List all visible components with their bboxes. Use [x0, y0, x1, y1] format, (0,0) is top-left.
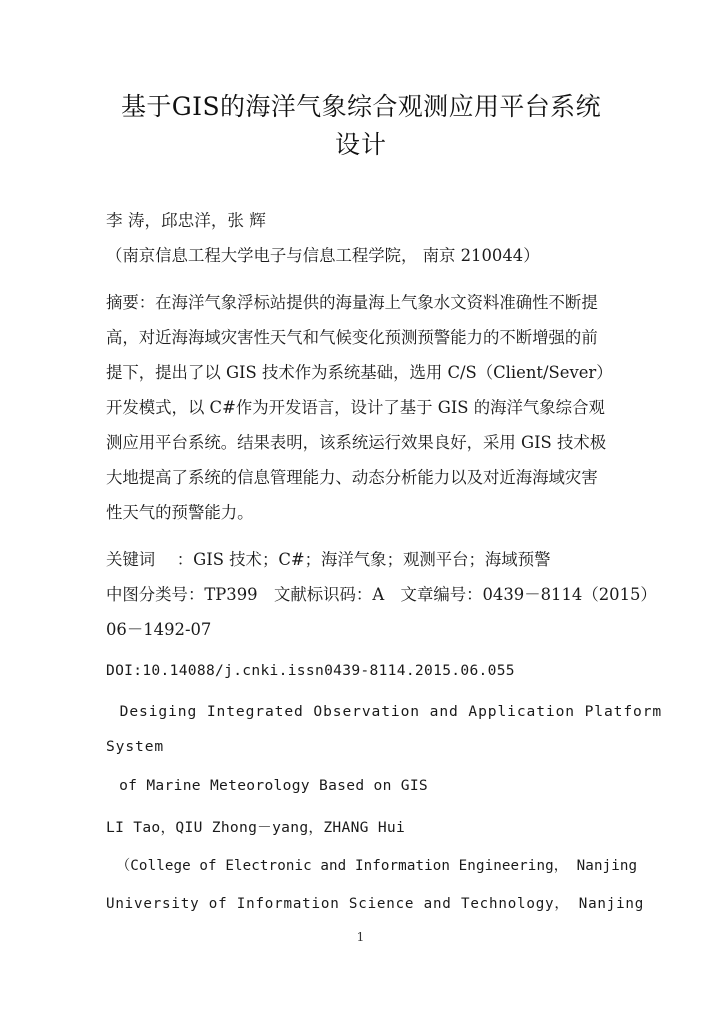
- classification-line-1: 中图分类号：TP399 文献标识码：A 文章编号：0439－8114（2015）: [106, 585, 657, 604]
- classification-line-2: 06－1492-07: [106, 620, 212, 639]
- english-title-line-1: Desiging Integrated Observation and Application Platform: [110, 703, 663, 720]
- english-title-line-2: System: [106, 738, 165, 755]
- affiliation-chinese: （南京信息工程大学电子与信息工程学院， 南京 210044）: [106, 246, 540, 265]
- title-line-2: 设计: [334, 130, 387, 159]
- abstract-line-5: 测应用平台系统。结果表明，该系统运行效果良好，采用 GIS 技术极: [106, 433, 607, 452]
- abstract-line-4: 开发模式，以 C#作为开发语言，设计了基于 GIS 的海洋气象综合观: [106, 398, 605, 417]
- title-line-1: 基于GIS的海洋气象综合观测应用平台系统: [121, 92, 601, 121]
- affiliation-english-line-2: University of Information Science and Technology， Nanjing: [106, 896, 645, 912]
- page-title: [106, 88, 616, 164]
- page-number: 1: [356, 930, 365, 944]
- authors-english: LI Tao，QIU Zhong－yang，ZHANG Hui: [106, 819, 406, 836]
- authors-chinese: 李 涛，邱忠洋，张 辉: [106, 211, 266, 230]
- keywords-line: 关键词 ：GIS 技术；C#；海洋气象；观测平台；海域预警: [106, 550, 551, 569]
- abstract-line-1: 摘要：在海洋气象浮标站提供的海量海上气象水文资料准确性不断提: [106, 293, 598, 312]
- abstract-line-6: 大地提高了系统的信息管理能力、动态分析能力以及对近海海域灾害: [106, 468, 598, 487]
- english-title-line-3: of Marine Meteorology Based on GIS: [110, 777, 429, 794]
- abstract-line-2: 高，对近海海域灾害性天气和气候变化预测预警能力的不断增强的前: [106, 328, 598, 347]
- abstract-line-7: 性天气的预警能力。: [106, 503, 254, 522]
- affiliation-english-line-1: （College of Electronic and Information Engineering， Nanjing: [116, 858, 638, 874]
- doi-line: DOI:10.14088/j.cnki.issn0439-8114.2015.06.055: [106, 662, 515, 679]
- abstract-line-3: 提下，提出了以 GIS 技术作为系统基础，选用 C/S（Client/Sever）: [106, 363, 613, 382]
